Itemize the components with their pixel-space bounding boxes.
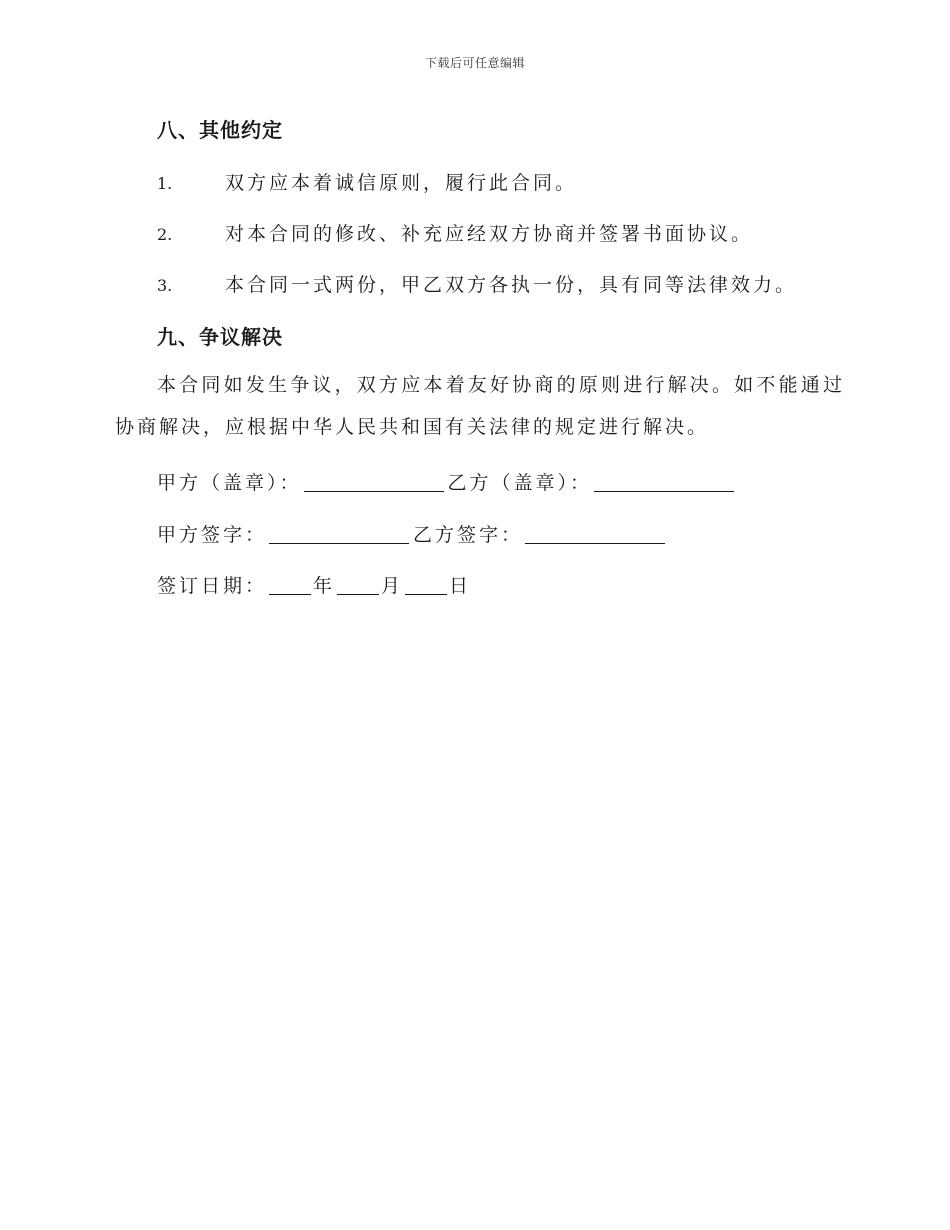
list-item [157, 168, 577, 195]
list-item-number: 1. [157, 174, 173, 193]
day-blank[interactable] [405, 574, 447, 595]
list-item [157, 219, 753, 246]
dispute-paragraph: 本合同如发生争议，双方应本着友好协商的原则进行解决。如不能通过协商解决，应根据中华人民共和国有关法律的规定进行解决。 [115, 374, 845, 438]
list-item-number: 3. [157, 276, 173, 295]
party-a-sign-label: 甲方签字： [157, 524, 268, 546]
date-line [157, 571, 471, 598]
party-a-seal-label: 甲方（盖章）： [157, 472, 302, 494]
party-b-seal-blank[interactable] [594, 471, 734, 492]
year-label: 年 [313, 575, 336, 597]
month-label: 月 [381, 575, 404, 597]
year-blank[interactable] [269, 574, 311, 595]
header-note: 下载后可任意编辑 [424, 56, 525, 70]
party-b-sign-blank[interactable] [525, 523, 665, 544]
seal-line [157, 468, 738, 495]
party-a-seal-blank[interactable] [304, 471, 444, 492]
date-label: 签订日期： [157, 575, 268, 597]
list-item-text: 双方应本着诚信原则，履行此合同。 [225, 172, 578, 194]
list-item-number: 2. [157, 225, 173, 244]
party-a-sign-blank[interactable] [269, 523, 409, 544]
month-blank[interactable] [337, 574, 379, 595]
signature-line [157, 520, 669, 547]
list-item-text: 对本合同的修改、补充应经双方协商并签署书面协议。 [225, 223, 754, 245]
party-b-sign-label: 乙方签字： [413, 524, 524, 546]
day-label: 日 [449, 575, 472, 597]
list-item-text: 本合同一式两份，甲乙双方各执一份，具有同等法律效力。 [225, 274, 798, 296]
party-b-seal-label: 乙方（盖章）： [447, 472, 593, 494]
section-heading-other-terms: 八、其他约定 [157, 118, 283, 142]
list-item [157, 270, 797, 297]
section-heading-dispute-resolution: 九、争议解决 [157, 325, 283, 349]
